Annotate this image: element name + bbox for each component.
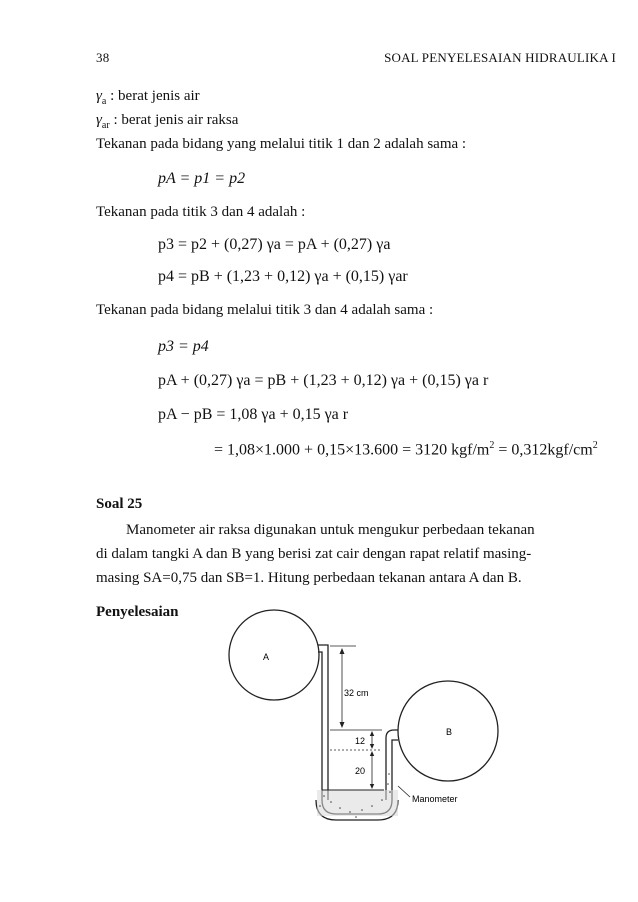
def-text: : berat jenis air: [106, 88, 200, 104]
problem-line-3: masing SA=0,75 dan SB=1. Hitung perbedaan tekanan antara A dan B.: [96, 570, 522, 586]
gamma-symbol: γ: [96, 112, 102, 128]
def-text: : berat jenis air raksa: [109, 112, 239, 128]
problem-title: Soal 25: [96, 496, 143, 512]
eq7-sup: 2: [489, 440, 495, 451]
page-number: 38: [96, 50, 110, 65]
statement-line-2: Tekanan pada titik 3 dan 4 adalah :: [96, 204, 306, 220]
label-20: 20: [355, 766, 366, 776]
label-manometer: Manometer: [412, 794, 458, 804]
problem-line-1: Manometer air raksa digunakan untuk mengukur perbedaan tekanan: [126, 522, 535, 538]
solution-title: Penyelesaian: [96, 604, 179, 620]
gamma-sub: a: [101, 96, 107, 107]
tank-a: [229, 610, 319, 700]
equation-3: p4 = pB + (1,23 + 0,12) γa + (0,15) γar: [158, 268, 408, 285]
statement-line-1: Tekanan pada bidang yang melalui titik 1 dan 2 adalah sama :: [96, 136, 467, 152]
left-pipe-inner: [318, 652, 322, 800]
equation-1: pA = p1 = p2: [158, 170, 246, 187]
statement-line-3: Tekanan pada bidang melalui titik 3 dan 4 adalah sama :: [96, 302, 434, 318]
label-tank-a: A: [263, 652, 270, 662]
left-pipe-outer: [318, 645, 328, 800]
equation-4: p3 = p4: [158, 338, 209, 355]
eq7-tail: = 0,312kgf/cm: [494, 441, 593, 459]
label-32cm: 32 cm: [344, 688, 369, 698]
eq7-main: = 1,08×1.000 + 0,15×13.600 = 3120 kgf/m: [214, 441, 490, 459]
gamma-sub: ar: [101, 120, 110, 131]
label-tank-b: B: [446, 727, 453, 737]
running-header: SOAL PENYELESAIAN HIDRAULIKA I: [384, 50, 616, 65]
equation-2: p3 = p2 + (0,27) γa = pA + (0,27) γa: [158, 236, 391, 253]
equation-5: pA + (0,27) γa = pB + (1,23 + 0,12) γa + (0,15) γa r: [158, 372, 489, 389]
eq7-tail-sup: 2: [592, 440, 598, 451]
gamma-symbol: γ: [96, 88, 102, 104]
equation-6: pA − pB = 1,08 γa + 0,15 γa r: [158, 406, 349, 423]
problem-line-2: di dalam tangki A dan B yang berisi zat cair dengan rapat relatif masing-: [96, 546, 532, 562]
label-12: 12: [355, 736, 366, 746]
